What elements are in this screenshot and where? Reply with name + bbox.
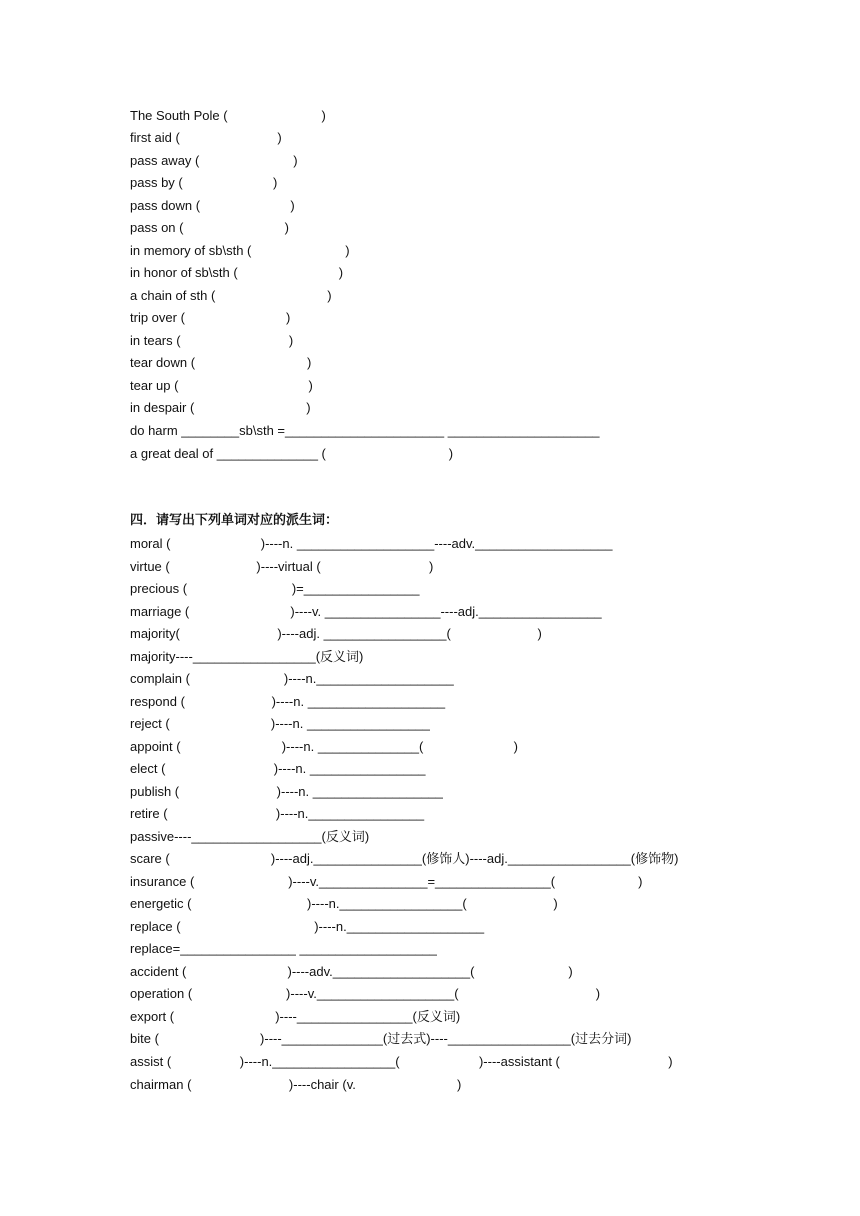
phrase-line: tear up ( ) — [130, 378, 313, 393]
derivative-line: export ( )----________________(反义词) — [130, 1009, 461, 1024]
phrase-line: pass down ( ) — [130, 198, 295, 213]
derivative-line: replace=________________ ___________________ — [130, 941, 437, 956]
derivative-line: respond ( )----n. ___________________ — [130, 694, 446, 709]
phrase-line: a chain of sth ( ) — [130, 288, 332, 303]
derivative-line: virtue ( )----virtual ( ) — [130, 559, 434, 574]
phrase-line: pass by ( ) — [130, 175, 278, 190]
derivative-line: insurance ( )----v._______________=________________( ) — [130, 874, 643, 889]
derivative-line: precious ( )=________________ — [130, 581, 420, 596]
derivative-line: passive----__________________(反义词) — [130, 829, 370, 844]
phrase-line: first aid ( ) — [130, 130, 282, 145]
derivative-line: accident ( )----adv.___________________( ) — [130, 964, 573, 979]
derivative-line: bite ( )----______________(过去式)----_________________(过去分词) — [130, 1031, 632, 1046]
derivative-line: chairman ( )----chair (v. ) — [130, 1077, 462, 1092]
derivative-line: reject ( )----n. _________________ — [130, 716, 430, 731]
phrase-line: tear down ( ) — [130, 355, 312, 370]
derivative-line: energetic ( )----n._________________( ) — [130, 896, 558, 911]
derivative-line: assist ( )----n._________________( )----assistant ( ) — [130, 1054, 673, 1069]
phrase-line: trip over ( ) — [130, 310, 291, 325]
phrase-line: The South Pole ( ) — [130, 108, 326, 123]
derivative-line: replace ( )----n.___________________ — [130, 919, 485, 934]
derivative-line: marriage ( )----v. ________________----adj._________________ — [130, 604, 602, 619]
phrase-line: pass on ( ) — [130, 220, 289, 235]
derivative-line: complain ( )----n.___________________ — [130, 671, 454, 686]
derivative-line: publish ( )----n. __________________ — [130, 784, 443, 799]
derivative-line: moral ( )----n. ___________________----adv.___________________ — [130, 536, 613, 551]
derivative-line: retire ( )----n.________________ — [130, 806, 425, 821]
phrase-line: in memory of sb\sth ( ) — [130, 243, 350, 258]
phrase-line: pass away ( ) — [130, 153, 298, 168]
derivative-line: majority( )----adj. _________________( ) — [130, 626, 542, 641]
derivative-line: operation ( )----v.___________________( ) — [130, 986, 601, 1001]
section-heading: 四．请写出下列单词对应的派生词： — [130, 513, 339, 528]
phrase-line: in tears ( ) — [130, 333, 294, 348]
phrase-line: do harm ________sb\sth =______________________ _____________________ — [130, 423, 600, 438]
phrase-line: in honor of sb\sth ( ) — [130, 265, 344, 280]
phrase-line: in despair ( ) — [130, 400, 311, 415]
phrase-line: a great deal of ______________ ( ) — [130, 446, 454, 461]
derivative-line: scare ( )----adj._______________(修饰人)----adj._________________(修饰物) — [130, 851, 679, 866]
derivative-line: majority----_________________(反义词) — [130, 649, 364, 664]
derivative-line: appoint ( )----n. ______________( ) — [130, 739, 518, 754]
derivative-line: elect ( )----n. ________________ — [130, 761, 426, 776]
